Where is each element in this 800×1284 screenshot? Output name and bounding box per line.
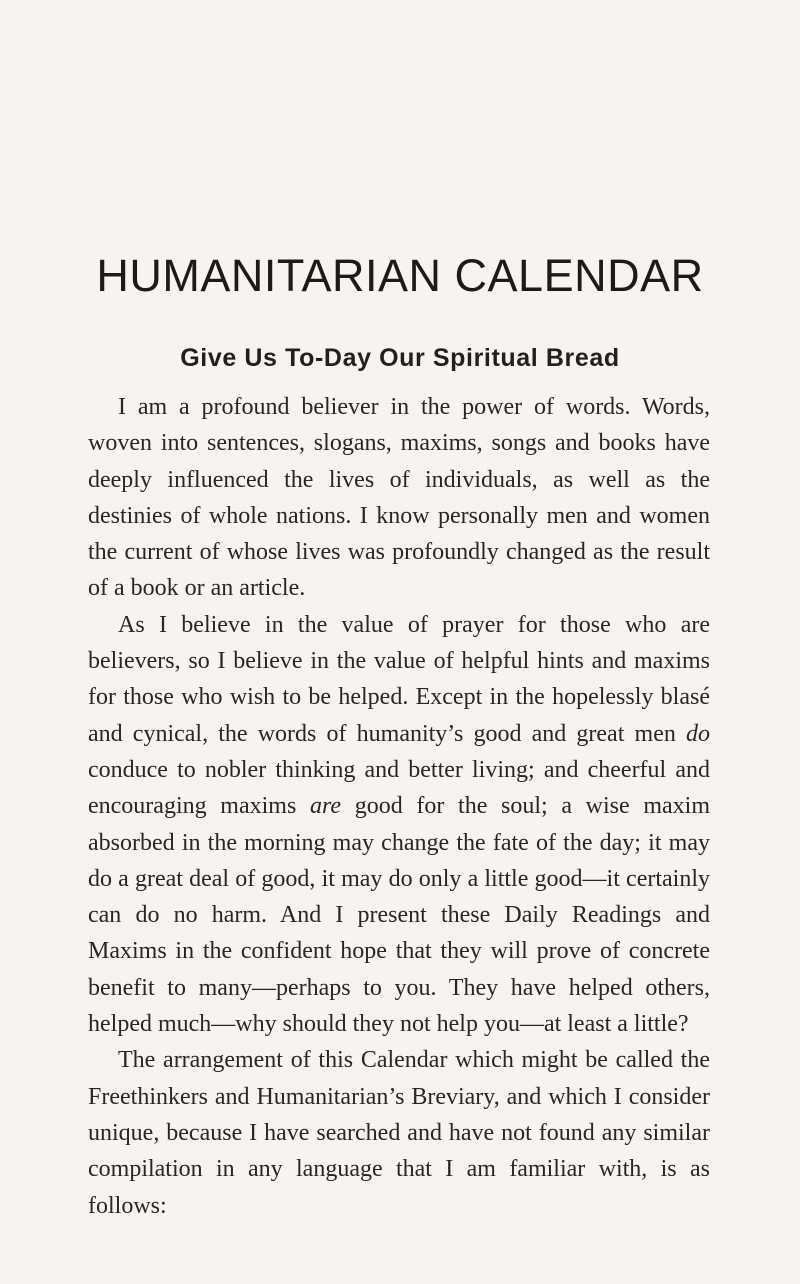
paragraph-2-part-b: conduce to nobler thinking and better living; and cheerful and encouraging maxims [88,756,710,820]
emphasis-do: do [686,720,710,747]
paragraph-1: I am a profound believer in the power of words. Words, woven into sentences, slogans, maxims, songs and books have deeply influenced the lives of individuals, as well as the destinies of whole nations. I know personally men and women the current of whose lives was profoundly changed as the result of a book or an article. [88,394,710,602]
paragraph-2 [88,607,710,1043]
page-subtitle: Give Us To-Day Our Spiritual Bread [180,344,620,372]
paragraph-2-part-a: As I believe in the value of prayer for those who are believers, so I believe in the value of helpful hints and maxims for those who wish to be helped. Except in the hopelessly blasé and cynical, the words of humanity’s good and great men [88,611,710,747]
emphasis-are: are [309,793,342,820]
body-text [88,389,710,1224]
paragraph-3: The arrangement of this Calendar which might be called the Freethinkers and Humanitarian’s Breviary, and which I consider unique, because I have searched and have not found any similar compilation in any language that I am familiar with, is as follows: [88,1047,710,1219]
paragraph-2-part-c: good for the soul; a wise maxim absorbed in the morning may change the fate of the day; it may do a great deal of good, it may do only a little good—it certainly can do no harm. And I present these Daily Readings and Maxims in the confident hope that they will prove of concrete benefit to many—perhaps to you. They have helped others, helped much—why should they not help you—at least a little? [88,793,710,1038]
page-title: HUMANITARIAN CALENDAR [96,250,704,301]
